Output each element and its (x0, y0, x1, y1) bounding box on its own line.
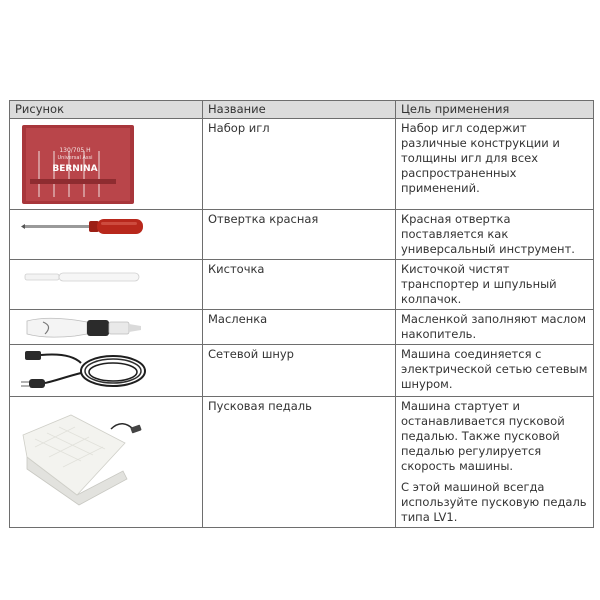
purpose-cell: Красная отвертка поставляется как универсальный инструмент. (396, 210, 594, 260)
table-row (10, 397, 594, 528)
foot-pedal-icon (15, 399, 208, 519)
name-cell: Масленка (203, 310, 396, 345)
table-row (10, 345, 594, 397)
purpose-extra-text: С этой машиной всегда используйте пусковую педаль типа LV1. (401, 480, 587, 524)
table-row (10, 210, 594, 260)
needle-pack-brand: BERNINA (52, 164, 98, 174)
picture-cell (10, 310, 203, 345)
picture-cell (10, 397, 203, 528)
table-row (10, 310, 594, 345)
name-cell: Сетевой шнур (203, 345, 396, 397)
accessories-table (9, 100, 594, 528)
purpose-cell: Машина соединяется с электрической сетью сетевым шнуром. (396, 345, 594, 397)
table-row (10, 260, 594, 310)
table-row (10, 119, 594, 210)
purpose-cell: Набор игл содержит различные конструкции и толщины игл для всех распространенных применений. (396, 119, 594, 210)
power-cord-icon (15, 347, 208, 393)
name-cell: Отвертка красная (203, 210, 396, 260)
purpose-text: Машина стартует и останавливается пусковой педалью. Также пусковой педалью регулируется скорость машины. (401, 399, 565, 473)
red-screwdriver-icon (15, 212, 208, 242)
purpose-cell: Кисточкой чистят транспортер и шпульный колпачок. (396, 260, 594, 310)
header-picture: Рисунок (10, 101, 203, 119)
picture-cell (10, 210, 203, 260)
picture-cell (10, 345, 203, 397)
purpose-cell: Масленкой заполняют маслом накопитель. (396, 310, 594, 345)
picture-cell (10, 119, 203, 210)
brush-icon (15, 262, 208, 292)
header-purpose: Цель применения (396, 101, 594, 119)
picture-cell (10, 260, 203, 310)
table-header-row (10, 101, 594, 119)
purpose-cell (396, 397, 594, 528)
needle-pack-line1: 130/705 H (59, 147, 91, 154)
needle-pack-line2: Universal Assi (57, 155, 93, 161)
name-cell: Пусковая педаль (203, 397, 396, 528)
name-cell: Набор игл (203, 119, 396, 210)
needle-set-icon (15, 121, 208, 207)
oil-can-icon (15, 312, 208, 342)
name-cell: Кисточка (203, 260, 396, 310)
header-name: Название (203, 101, 396, 119)
